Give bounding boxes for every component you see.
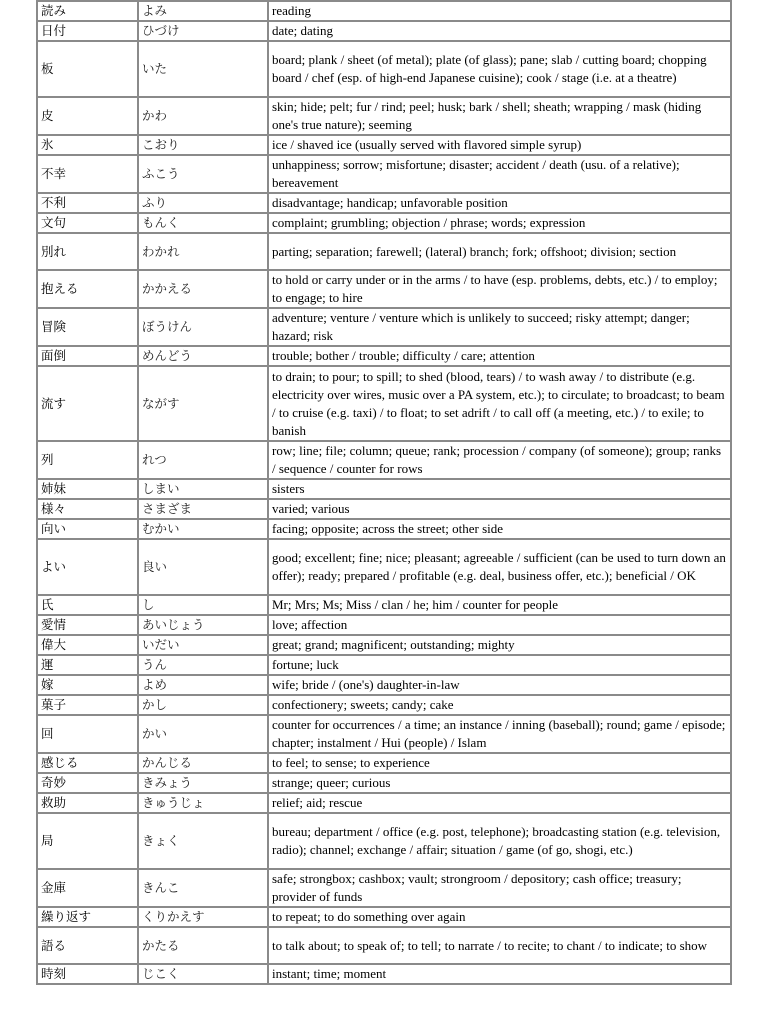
word-cell: 不利 (37, 193, 138, 213)
word-cell: 冒険 (37, 308, 138, 346)
word-cell: 日付 (37, 21, 138, 41)
reading-cell: じこく (138, 964, 268, 984)
word-cell: 別れ (37, 233, 138, 270)
reading-cell: いだい (138, 635, 268, 655)
vocabulary-table (36, 0, 732, 985)
reading-cell: うん (138, 655, 268, 675)
table-row (37, 499, 731, 519)
meaning-cell: complaint; grumbling; objection / phrase; words; expression (268, 213, 731, 233)
table-row (37, 715, 731, 753)
meaning-cell: trouble; bother / trouble; difficulty / care; attention (268, 346, 731, 366)
reading-cell: むかい (138, 519, 268, 539)
table-row (37, 635, 731, 655)
word-cell: 嫁 (37, 675, 138, 695)
meaning-cell: adventure; venture / venture which is unlikely to succeed; risky attempt; danger; hazard; risk (268, 308, 731, 346)
reading-cell: くりかえす (138, 907, 268, 927)
reading-cell: しまい (138, 479, 268, 499)
reading-cell: ぼうけん (138, 308, 268, 346)
table-row (37, 869, 731, 907)
word-cell: 愛情 (37, 615, 138, 635)
word-cell: 奇妙 (37, 773, 138, 793)
reading-cell: かわ (138, 97, 268, 135)
word-cell: 回 (37, 715, 138, 753)
table-row (37, 655, 731, 675)
word-cell: 抱える (37, 270, 138, 308)
word-cell: 面倒 (37, 346, 138, 366)
meaning-cell: disadvantage; handicap; unfavorable position (268, 193, 731, 213)
reading-cell: ふこう (138, 155, 268, 193)
word-cell: 不幸 (37, 155, 138, 193)
reading-cell: かし (138, 695, 268, 715)
reading-cell: し (138, 595, 268, 615)
word-cell: 板 (37, 41, 138, 97)
reading-cell: ながす (138, 366, 268, 441)
meaning-cell: board; plank / sheet (of metal); plate (of glass); pane; slab / cutting board; chopping board / chef (esp. of high-end Japanese cuisine); cook / stage (i.e. at a theatre) (268, 41, 731, 97)
table-row (37, 308, 731, 346)
table-row (37, 21, 731, 41)
word-cell: 時刻 (37, 964, 138, 984)
meaning-cell: counter for occurrences / a time; an instance / inning (baseball); round; game / episode; chapter; instalment / Hui (people) / Islam (268, 715, 731, 753)
vocabulary-table-body (37, 1, 731, 984)
table-row (37, 813, 731, 869)
meaning-cell: great; grand; magnificent; outstanding; mighty (268, 635, 731, 655)
reading-cell: 良い (138, 539, 268, 595)
reading-cell: めんどう (138, 346, 268, 366)
meaning-cell: facing; opposite; across the street; other side (268, 519, 731, 539)
meaning-cell: date; dating (268, 21, 731, 41)
word-cell: 繰り返す (37, 907, 138, 927)
reading-cell: あいじょう (138, 615, 268, 635)
table-row (37, 675, 731, 695)
word-cell: 金庫 (37, 869, 138, 907)
meaning-cell: Mr; Mrs; Ms; Miss / clan / he; him / counter for people (268, 595, 731, 615)
meaning-cell: sisters (268, 479, 731, 499)
table-row (37, 964, 731, 984)
word-cell: 偉大 (37, 635, 138, 655)
table-row (37, 907, 731, 927)
word-cell: 氷 (37, 135, 138, 155)
meaning-cell: unhappiness; sorrow; misfortune; disaster; accident / death (usu. of a relative); bereavement (268, 155, 731, 193)
reading-cell: よみ (138, 1, 268, 21)
reading-cell: かんじる (138, 753, 268, 773)
reading-cell: きんこ (138, 869, 268, 907)
word-cell: よい (37, 539, 138, 595)
reading-cell: きょく (138, 813, 268, 869)
word-cell: 向い (37, 519, 138, 539)
table-row (37, 135, 731, 155)
meaning-cell: parting; separation; farewell; (lateral) branch; fork; offshoot; division; section (268, 233, 731, 270)
table-row (37, 1, 731, 21)
word-cell: 皮 (37, 97, 138, 135)
meaning-cell: ice / shaved ice (usually served with flavored simple syrup) (268, 135, 731, 155)
word-cell: 読み (37, 1, 138, 21)
table-row (37, 155, 731, 193)
table-row (37, 519, 731, 539)
meaning-cell: to feel; to sense; to experience (268, 753, 731, 773)
meaning-cell: safe; strongbox; cashbox; vault; strongroom / depository; cash office; treasury; provider of funds (268, 869, 731, 907)
table-row (37, 595, 731, 615)
meaning-cell: skin; hide; pelt; fur / rind; peel; husk; bark / shell; sheath; wrapping / mask (hiding one's true nature); seeming (268, 97, 731, 135)
word-cell: 運 (37, 655, 138, 675)
reading-cell: きみょう (138, 773, 268, 793)
table-row (37, 753, 731, 773)
meaning-cell: reading (268, 1, 731, 21)
meaning-cell: to drain; to pour; to spill; to shed (blood, tears) / to wash away / to distribute (e.g. electricity over wires, music over a PA system, etc.); to circulate; to broadcast; to beam / to cruise (e.g. taxi) / to float; to set adrift / to call off (a meeting, etc.) / to exile; to banish (268, 366, 731, 441)
table-row (37, 366, 731, 441)
reading-cell: こおり (138, 135, 268, 155)
reading-cell: もんく (138, 213, 268, 233)
word-cell: 救助 (37, 793, 138, 813)
reading-cell: いた (138, 41, 268, 97)
meaning-cell: good; excellent; fine; nice; pleasant; agreeable / sufficient (can be used to turn down an offer); ready; prepared / profitable (e.g. deal, business offer, etc.); beneficial / OK (268, 539, 731, 595)
meaning-cell: wife; bride / (one's) daughter-in-law (268, 675, 731, 695)
table-row (37, 773, 731, 793)
word-cell: 菓子 (37, 695, 138, 715)
word-cell: 流す (37, 366, 138, 441)
word-cell: 氏 (37, 595, 138, 615)
table-row (37, 539, 731, 595)
table-row (37, 233, 731, 270)
reading-cell: れつ (138, 441, 268, 479)
table-row (37, 270, 731, 308)
word-cell: 語る (37, 927, 138, 964)
meaning-cell: row; line; file; column; queue; rank; procession / company (of someone); group; ranks / sequence / counter for rows (268, 441, 731, 479)
table-row (37, 441, 731, 479)
meaning-cell: to hold or carry under or in the arms / to have (esp. problems, debts, etc.) / to employ; to engage; to hire (268, 270, 731, 308)
table-row (37, 193, 731, 213)
meaning-cell: bureau; department / office (e.g. post, telephone); broadcasting station (e.g. television, radio); channel; exchange / affair; situation / game (of go, shogi, etc.) (268, 813, 731, 869)
meaning-cell: varied; various (268, 499, 731, 519)
table-row (37, 41, 731, 97)
table-row (37, 615, 731, 635)
word-cell: 文句 (37, 213, 138, 233)
reading-cell: わかれ (138, 233, 268, 270)
meaning-cell: relief; aid; rescue (268, 793, 731, 813)
reading-cell: よめ (138, 675, 268, 695)
table-row (37, 346, 731, 366)
reading-cell: さまざま (138, 499, 268, 519)
table-row (37, 479, 731, 499)
reading-cell: ふり (138, 193, 268, 213)
reading-cell: かい (138, 715, 268, 753)
table-row (37, 793, 731, 813)
meaning-cell: fortune; luck (268, 655, 731, 675)
table-row (37, 695, 731, 715)
word-cell: 感じる (37, 753, 138, 773)
reading-cell: かたる (138, 927, 268, 964)
word-cell: 局 (37, 813, 138, 869)
word-cell: 様々 (37, 499, 138, 519)
meaning-cell: strange; queer; curious (268, 773, 731, 793)
meaning-cell: confectionery; sweets; candy; cake (268, 695, 731, 715)
table-row (37, 213, 731, 233)
word-cell: 姉妹 (37, 479, 138, 499)
reading-cell: かかえる (138, 270, 268, 308)
reading-cell: ひづけ (138, 21, 268, 41)
table-row (37, 97, 731, 135)
meaning-cell: to talk about; to speak of; to tell; to narrate / to recite; to chant / to indicate; to show (268, 927, 731, 964)
meaning-cell: love; affection (268, 615, 731, 635)
word-cell: 列 (37, 441, 138, 479)
table-row (37, 927, 731, 964)
meaning-cell: to repeat; to do something over again (268, 907, 731, 927)
reading-cell: きゅうじょ (138, 793, 268, 813)
meaning-cell: instant; time; moment (268, 964, 731, 984)
